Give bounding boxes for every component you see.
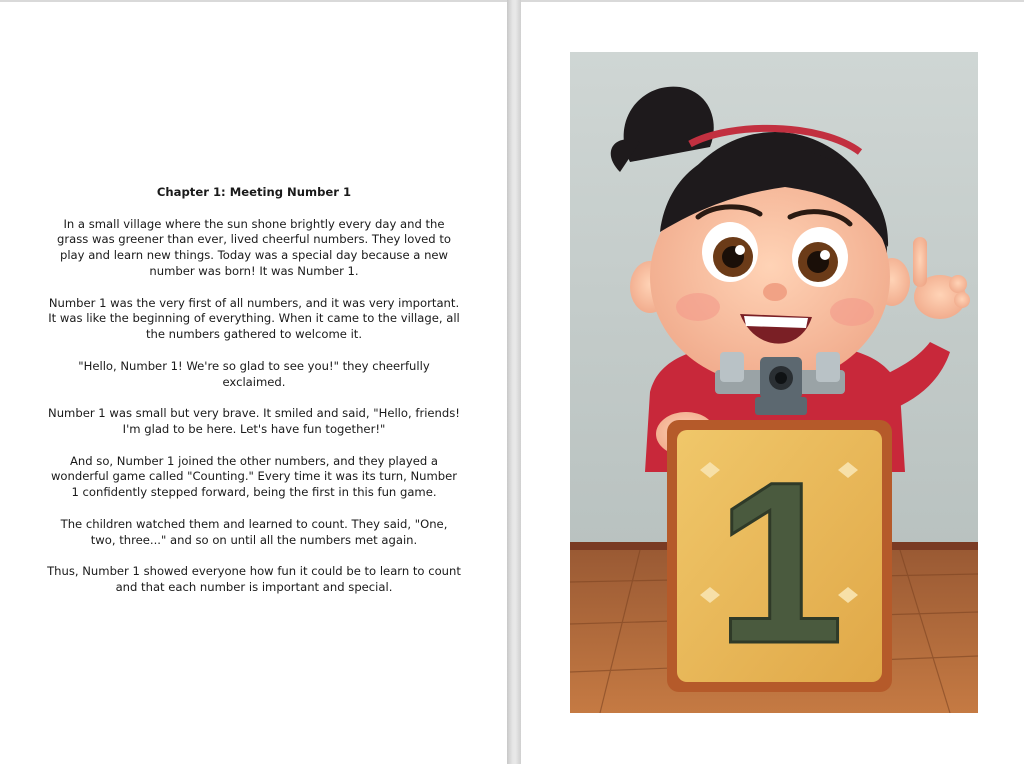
illustration-svg [570,52,978,713]
chapter-title: Chapter 1: Meeting Number 1 [156,185,352,199]
left-page [0,2,507,764]
paragraph: Number 1 was the very first of all numbers, and it was very important. It was like the beginning of everything. When it came to the village, all the numbers gathered to welcome it. [48,295,460,342]
paragraph: Number 1 was small but very brave. It smiled and said, "Hello, friends! I'm glad to be here. Let's have fun together!" [48,406,460,436]
paragraph: And so, Number 1 joined the other numbers, and they played a wonderful game called "Counting." Every time it was its turn, Number 1 confidently stepped forward, being the first in this fun game. [50,453,458,500]
block-numeral: 1 [716,434,844,691]
paragraph: "Hello, Number 1! We're so glad to see you!" they cheerfully exclaimed. [78,358,430,389]
paragraph: In a small village where the sun shone brightly every day and the grass was greener than ever, lived cheerful numbers. They loved to play and learn new things. Today was a special day because a new number was born! It was Number 1. [56,216,451,278]
chapter-text [47,185,461,612]
book-gutter [507,0,521,764]
number-block [667,420,892,692]
illustration-girl-with-number-one [570,52,978,713]
paragraph: The children watched them and learned to count. They said, "One, two, three..." and so on until all the numbers met again. [60,516,448,547]
right-page [521,2,1024,764]
paragraph: Thus, Number 1 showed everyone how fun it could be to learn to count and that each number is important and special. [47,564,461,594]
